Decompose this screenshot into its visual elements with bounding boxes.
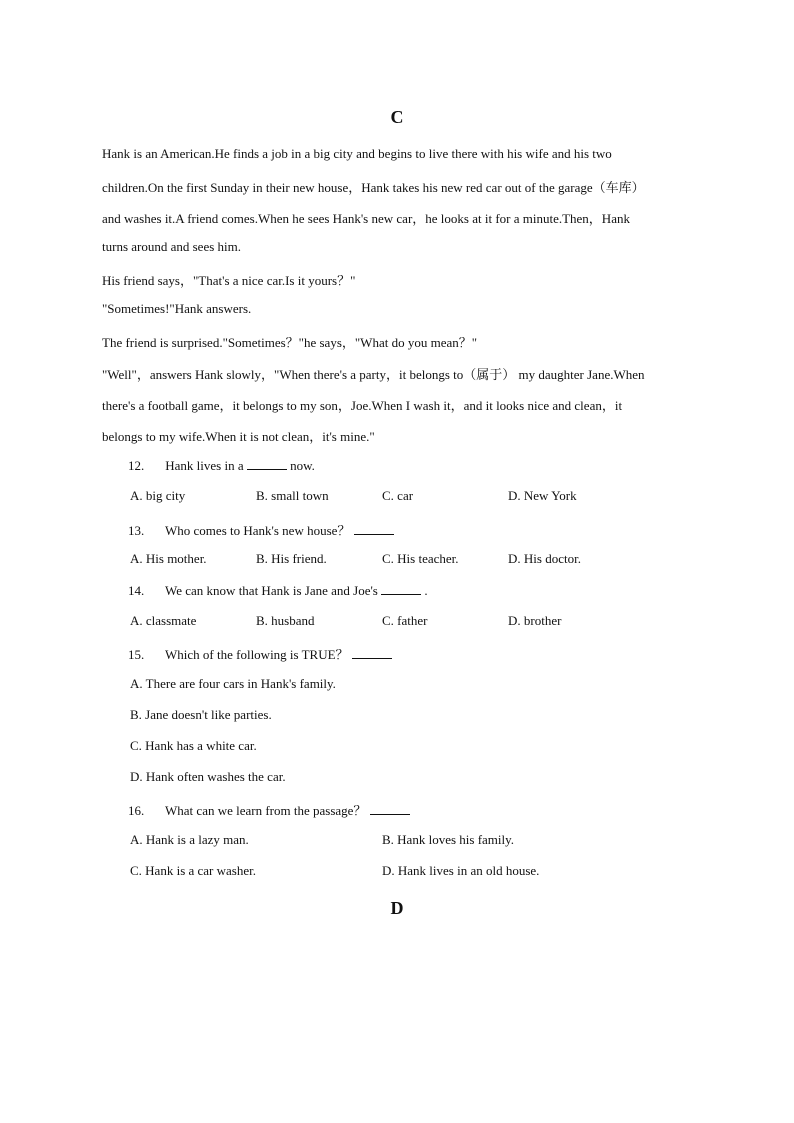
- option-a: A. big city: [130, 488, 186, 503]
- section-heading-d: D: [390, 898, 404, 918]
- question-number: 16.: [128, 803, 145, 818]
- answer-blank: [370, 802, 410, 815]
- question-number: 12.: [128, 458, 145, 473]
- question-15: [128, 644, 392, 663]
- section-heading-c: C: [390, 107, 404, 127]
- question-text: Who comes to Hank's new house？: [165, 523, 351, 538]
- question-number: 15.: [128, 647, 145, 662]
- option-b: B. Hank loves his family.: [382, 832, 515, 847]
- passage-line: "Sometimes!"Hank answers.: [102, 301, 252, 316]
- question-text: Which of the following is TRUE？: [165, 647, 349, 662]
- question-13: [128, 520, 394, 539]
- option-b: B. husband: [256, 613, 315, 628]
- passage-line: His friend says，"That's a nice car.Is it yours？": [102, 273, 356, 288]
- option-a: A. Hank is a lazy man.: [130, 832, 249, 847]
- option-d: D. Hank often washes the car.: [130, 769, 286, 784]
- question-text-after: .: [424, 583, 428, 598]
- question-text: We can know that Hank is Jane and Joe's: [165, 583, 378, 598]
- answer-blank: [354, 522, 394, 535]
- passage-line: and washes it.A friend comes.When he sees Hank's new car，he looks at it for a minute.Then，Hank: [102, 211, 630, 226]
- option-c: C. father: [382, 613, 428, 628]
- passage-line: turns around and sees him.: [102, 239, 242, 254]
- option-d: D. His doctor.: [508, 551, 581, 566]
- option-a: A. His mother.: [130, 551, 207, 566]
- passage-line: children.On the first Sunday in their new house，Hank takes his new red car out of the garage（车库）: [102, 180, 645, 195]
- option-b: B. His friend.: [256, 551, 327, 566]
- question-16: [128, 800, 410, 819]
- answer-blank: [352, 646, 392, 659]
- question-number: 14.: [128, 583, 145, 598]
- option-a: A. There are four cars in Hank's family.: [130, 676, 336, 691]
- option-b: B. small town: [256, 488, 329, 503]
- option-c: C. Hank has a white car.: [130, 738, 257, 753]
- passage-line: The friend is surprised."Sometimes？"he says，"What do you mean？": [102, 335, 478, 350]
- passage-line: Hank is an American.He finds a job in a big city and begins to live there with his wife and his two: [102, 146, 612, 161]
- question-text: What can we learn from the passage？: [165, 803, 367, 818]
- option-b: B. Jane doesn't like parties.: [130, 707, 272, 722]
- option-d: D. brother: [508, 613, 562, 628]
- option-c: C. His teacher.: [382, 551, 459, 566]
- question-text: Hank lives in a: [165, 458, 244, 473]
- answer-blank: [247, 457, 287, 470]
- answer-blank: [381, 582, 421, 595]
- question-12: [128, 457, 315, 474]
- passage-line: belongs to my wife.When it is not clean，it's mine.": [102, 429, 375, 444]
- option-d: D. New York: [508, 488, 577, 503]
- option-c: C. car: [382, 488, 414, 503]
- question-number: 13.: [128, 523, 145, 538]
- option-a: A. classmate: [130, 613, 197, 628]
- question-text-after: now.: [290, 458, 315, 473]
- passage-line: there's a football game，it belongs to my son，Joe.When I wash it，and it looks nice and clean，it: [102, 398, 623, 413]
- passage-line: "Well"，answers Hank slowly，"When there's a party，it belongs to（属于） my daughter Jane.When: [102, 367, 645, 382]
- question-14: [128, 582, 428, 599]
- option-d: D. Hank lives in an old house.: [382, 863, 540, 878]
- option-c: C. Hank is a car washer.: [130, 863, 256, 878]
